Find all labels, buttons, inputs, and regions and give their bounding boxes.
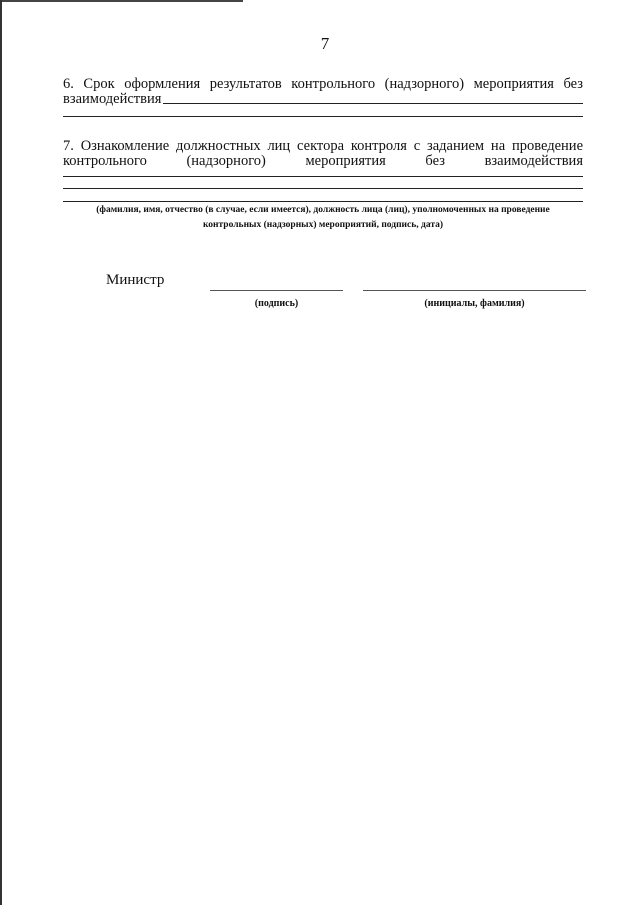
section-6-line-2 bbox=[63, 92, 583, 107]
section-7-blank-line-3 bbox=[63, 201, 583, 202]
page-number: 7 bbox=[320, 34, 330, 53]
name-label: (инициалы, фамилия) bbox=[424, 298, 525, 309]
name-line bbox=[363, 290, 586, 291]
section-7-blank-line-2 bbox=[63, 188, 583, 189]
caption-line-1: (фамилия, имя, отчество (в случае, если имеется), должность лица (лиц), уполномоченных на проведение bbox=[96, 205, 550, 215]
section-7 bbox=[63, 139, 583, 169]
signatories-caption bbox=[63, 203, 583, 233]
signature-line bbox=[210, 290, 343, 291]
scan-edge-top bbox=[0, 0, 243, 2]
signature-label: (подпись) bbox=[254, 298, 299, 309]
section-6 bbox=[63, 77, 583, 107]
section-6-line-2-text: взаимодействия bbox=[63, 91, 162, 107]
scan-edge-left bbox=[0, 0, 2, 905]
minister-title: Министр bbox=[106, 272, 165, 288]
section-7-blank-line-1 bbox=[63, 176, 583, 177]
section-7-line-1: 7. Ознакомление должностных лиц сектора контроля с заданием на проведение bbox=[63, 138, 583, 154]
section-6-blank-field bbox=[163, 103, 583, 104]
section-6-line-1: 6. Срок оформления результатов контрольного (надзорного) мероприятия без bbox=[63, 76, 583, 92]
caption-line-2: контрольных (надзорных) мероприятий, подпись, дата) bbox=[202, 220, 444, 230]
section-7-line-2: контрольного (надзорного) мероприятия без взаимодействия bbox=[63, 153, 583, 169]
section-6-extra-blank-line bbox=[63, 116, 583, 117]
